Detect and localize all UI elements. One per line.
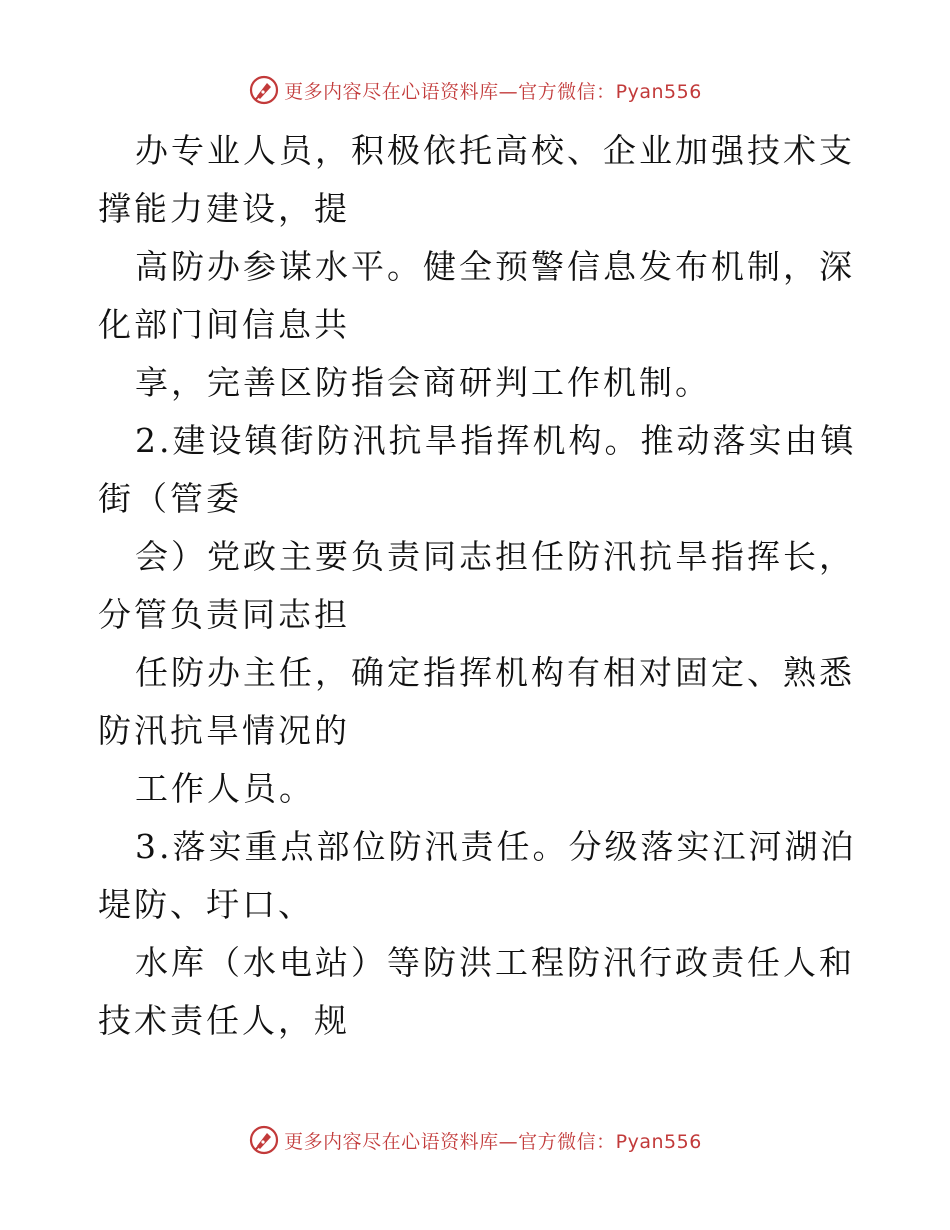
document-body xyxy=(98,122,858,1050)
paragraph: 办专业人员，积极依托高校、企业加强技术支撑能力建设，提 xyxy=(98,131,855,228)
pen-nib-icon xyxy=(248,74,280,106)
header-banner xyxy=(0,70,950,110)
paragraph: 会）党政主要负责同志担任防汛抗旱指挥长，分管负责同志担 xyxy=(98,537,855,634)
footer-banner-text: 更多内容尽在心语资料库—官方微信：Pyan556 xyxy=(284,1130,702,1153)
paragraph: 3.落实重点部位防汛责任。分级落实江河湖泊堤防、圩口、 xyxy=(98,827,857,924)
header-banner-text: 更多内容尽在心语资料库—官方微信：Pyan556 xyxy=(284,80,702,103)
footer-banner xyxy=(0,1120,950,1160)
paragraph: 工作人员。 xyxy=(135,769,315,808)
pen-nib-icon xyxy=(248,1124,280,1156)
paragraph: 高防办参谋水平。健全预警信息发布机制，深化部门间信息共 xyxy=(98,247,855,344)
paragraph: 水库（水电站）等防洪工程防汛行政责任人和技术责任人，规 xyxy=(98,943,855,1040)
paragraph: 享，完善区防指会商研判工作机制。 xyxy=(135,363,711,402)
paragraph: 2.建设镇街防汛抗旱指挥机构。推动落实由镇街（管委 xyxy=(98,421,857,518)
paragraph: 任防办主任，确定指挥机构有相对固定、熟悉防汛抗旱情况的 xyxy=(98,653,855,750)
